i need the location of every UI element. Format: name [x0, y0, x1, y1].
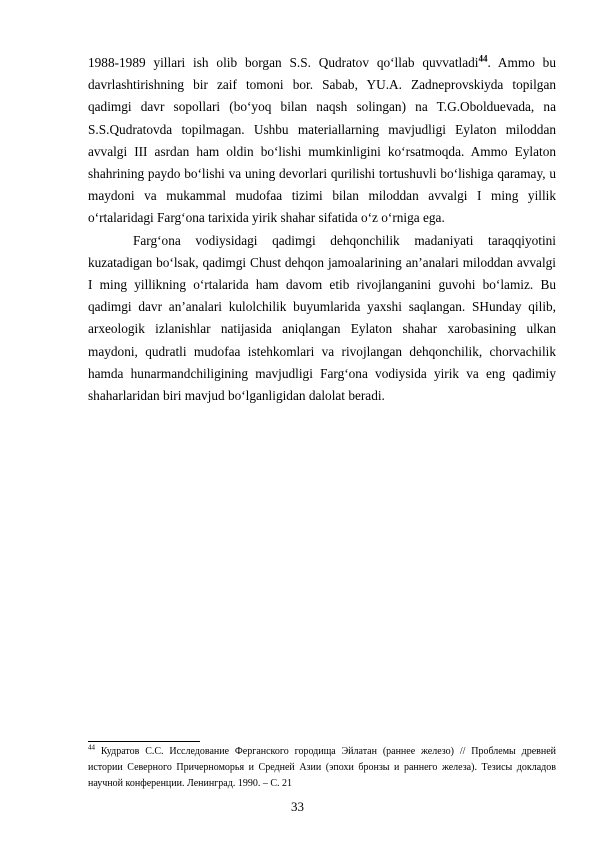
page-number: 33 [291, 799, 304, 814]
paragraph-2: Farg‘ona vodiysidagi qadimgi dehqonchilik madaniyati taraqqiyotini kuzatadigan bo‘lsak, qadimgi Chust dehqon jamoalarining an’analari miloddan avvalgi I ming yillikning o‘rtalarida ham davom etib rivojlanganini guvohi bo‘lamiz. Bu qadimgi davr an’analari kulolchilik buyumlarida yaxshi saqlangan. SHunday qilib, arxeologik izlanishlar natijasida aniqlangan Eylaton shahar xarobasining ulkan maydoni, qudratli mudofaa istehkomlari va rivojlangan dehqonchilik, chorvachilik hamda hunarmandchiligining mavjudligi Farg‘ona vodiysida yirik va eng qadimiy shaharlaridan biri mavjud bo‘lganligidan dalolat beradi. [88, 232, 556, 404]
footnote-text: Кудратов С.С. Исследование Ферганского городища Эйлатан (раннее железо) // Проблемы древней истории Северного Причерноморья и Средней Азии (эпохи бронзы и раннего железа). Тезисы докладов научной конференции. Ленинград. 1990. – С. 21 [88, 746, 556, 789]
paragraph-1-rest: . Ammo bu davrlashtirishning bir zaif tomoni bor. Sabab, YU.A. Zadneprovskiyda topilgan qadimgi davr sopollari (bo‘yoq bilan naqsh solingan) na T.G.Obolduevada, na S.S.Qudratovda topilmagan. Ushbu materiallarning mavjudligi Eylaton miloddan avvalgi III asrdan ham oldin bo‘lishi mumkinligini ko‘rsatmoqda. Ammo Eylaton shahrining paydo bo‘lishi va uning devorlari qurilishi tortushuvli bo‘lishiga qaramay, u maydoni va mukammal mudofaa tizimi bilan miloddan avvalgi I ming yillik o‘rtalaridagi Farg‘ona tarixida yirik shahar sifatida o‘z o‘rniga ega. [88, 55, 556, 226]
footnote-reference[interactable]: 44 [478, 53, 488, 64]
footnote-divider [88, 741, 200, 742]
footnote-number: 44 [88, 743, 95, 752]
footnote [88, 744, 556, 792]
paragraph-1 [88, 52, 556, 230]
paragraph-1-text: 1988-1989 yillari ish olib borgan S.S. Qudratov qo‘llab quvvatladi [88, 55, 479, 70]
page-body [88, 52, 556, 407]
